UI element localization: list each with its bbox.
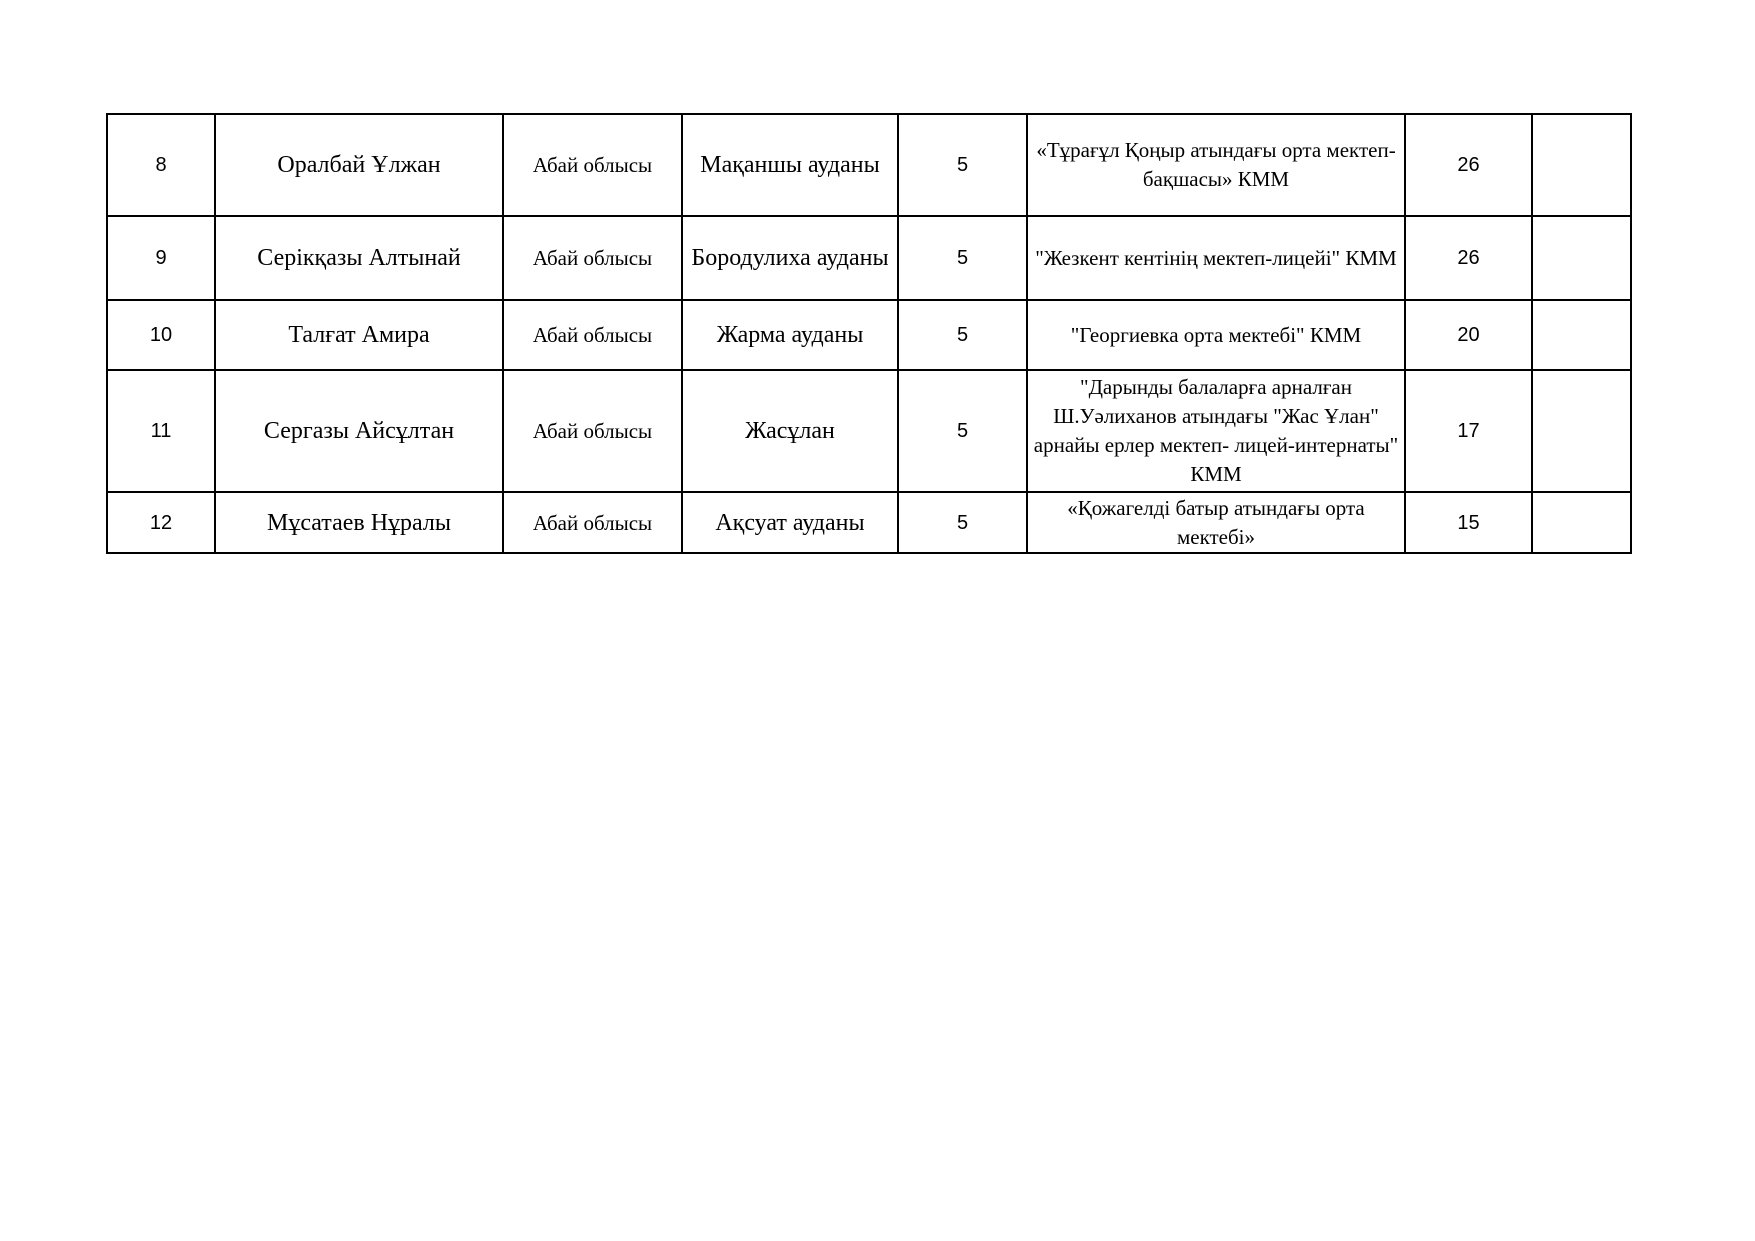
- school-cell: «Қожагелді батыр атындағы орта мектебі»: [1027, 492, 1405, 553]
- grade-cell: 5: [898, 492, 1027, 553]
- student-name-cell: Серікқазы Алтынай: [215, 216, 503, 300]
- table-row: [107, 114, 1631, 216]
- table-row: [107, 370, 1631, 492]
- row-number-cell: 9: [107, 216, 215, 300]
- table-row: [107, 216, 1631, 300]
- district-cell: Ақсуат ауданы: [682, 492, 898, 553]
- empty-cell: [1532, 114, 1631, 216]
- district-cell: Мақаншы ауданы: [682, 114, 898, 216]
- region-cell: Абай облысы: [503, 114, 682, 216]
- score-cell: 20: [1405, 300, 1532, 370]
- row-number-cell: 12: [107, 492, 215, 553]
- grade-cell: 5: [898, 216, 1027, 300]
- district-cell: Жарма ауданы: [682, 300, 898, 370]
- row-number-cell: 10: [107, 300, 215, 370]
- region-cell: Абай облысы: [503, 216, 682, 300]
- student-name-cell: Мұсатаев Нұралы: [215, 492, 503, 553]
- empty-cell: [1532, 370, 1631, 492]
- table-row: [107, 492, 1631, 553]
- table-row: [107, 300, 1631, 370]
- row-number-cell: 8: [107, 114, 215, 216]
- region-cell: Абай облысы: [503, 370, 682, 492]
- grade-cell: 5: [898, 114, 1027, 216]
- region-cell: Абай облысы: [503, 492, 682, 553]
- score-cell: 17: [1405, 370, 1532, 492]
- district-cell: Бородулиха ауданы: [682, 216, 898, 300]
- student-name-cell: Сергазы Айсұлтан: [215, 370, 503, 492]
- school-cell: "Дарынды балаларға арналған Ш.Уәлиханов атындағы "Жас Ұлан" арнайы ерлер мектеп- лицей-интернаты" КММ: [1027, 370, 1405, 492]
- score-cell: 26: [1405, 216, 1532, 300]
- empty-cell: [1532, 300, 1631, 370]
- school-cell: "Жезкент кентінің мектеп-лицейі" КММ: [1027, 216, 1405, 300]
- empty-cell: [1532, 216, 1631, 300]
- student-name-cell: Оралбай Ұлжан: [215, 114, 503, 216]
- results-table: [106, 113, 1632, 554]
- region-cell: Абай облысы: [503, 300, 682, 370]
- student-name-cell: Талғат Амира: [215, 300, 503, 370]
- empty-cell: [1532, 492, 1631, 553]
- school-cell: "Георгиевка орта мектебі" КММ: [1027, 300, 1405, 370]
- row-number-cell: 11: [107, 370, 215, 492]
- grade-cell: 5: [898, 300, 1027, 370]
- school-cell: «Тұрағұл Қоңыр атындағы орта мектеп-бақшасы» КММ: [1027, 114, 1405, 216]
- grade-cell: 5: [898, 370, 1027, 492]
- district-cell: Жасұлан: [682, 370, 898, 492]
- score-cell: 26: [1405, 114, 1532, 216]
- score-cell: 15: [1405, 492, 1532, 553]
